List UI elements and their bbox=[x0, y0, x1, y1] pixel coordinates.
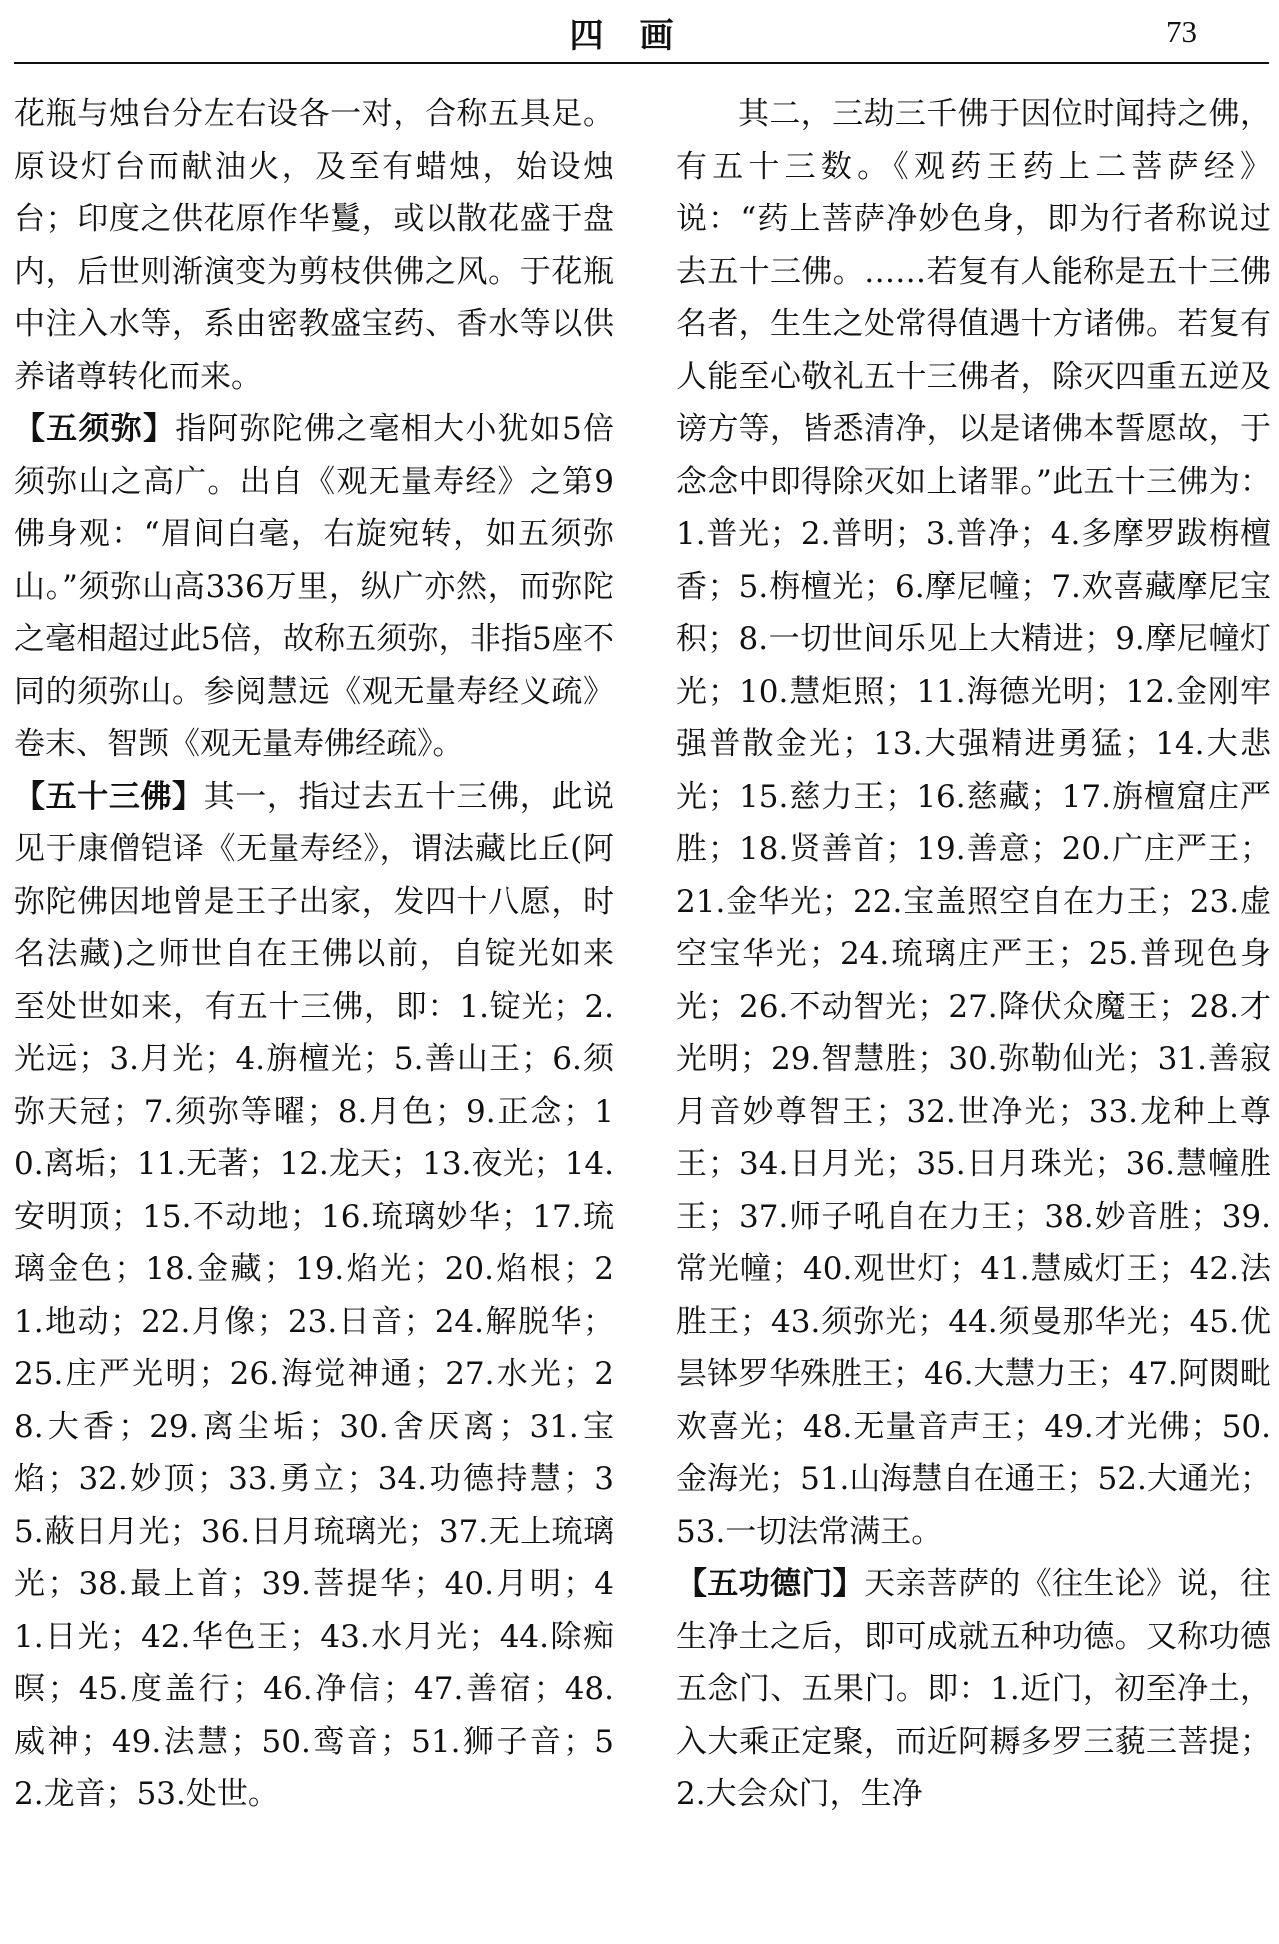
entry-text: 天亲菩萨的《往生论》说，往生净土之后，即可成就五种功德。又称功德五念门、五果门。即：1.近门，初至净土，入大乘正定聚，而近阿耨多罗三藐三菩提；2.大会众门，生净 bbox=[676, 1566, 1271, 1812]
left-column bbox=[14, 88, 614, 1821]
entry-text: 指阿弥陀佛之毫相大小犹如5倍须弥山之高广。出自《观无量寿经》之第9佛身观：“眉间白毫，右旋宛转，如五须弥山。”须弥山高336万里，纵广亦然，而弥陀之毫相超过此5倍，故称五须弥，非指5座不同的须弥山。参阅慧远《观无量寿经义疏》卷末、智𫖮《观无量寿佛经疏》。 bbox=[14, 411, 614, 762]
continued-paragraph: 花瓶与烛台分左右设各一对，合称五具足。原设灯台而献油火，及至有蜡烛，始设烛台；印度之供花原作华鬘，或以散花盛于盘内，后世则渐演变为剪枝供佛之风。于花瓶中注入水等，系由密教盛宝药、香水等以供养诸尊转化而来。 bbox=[14, 96, 614, 395]
entry-wu-gongde-men bbox=[676, 1558, 1271, 1821]
header-rule bbox=[14, 62, 1269, 64]
page-header bbox=[0, 0, 1279, 60]
entry-wushisan-fo bbox=[14, 771, 614, 1821]
entry-wu-xumi bbox=[14, 403, 614, 771]
continued-paragraph: 其二，三劫三千佛于因位时闻持之佛，有五十三数。《观药王药上二菩萨经》说：“药上菩萨净妙色身，即为行者称说过去五十三佛。……若复有人能称是五十三佛名者，生生之处常得值遇十方诸佛。若复有人能至心敬礼五十三佛者，除灭四重五逆及谤方等，皆悉清净，以是诸佛本誓愿故，于念念中即得除灭如上诸罪。”此五十三佛为：1.普光；2.普明；3.普净；4.多摩罗跋栴檀香；5.栴檀光；6.摩尼幢；7.欢喜藏摩尼宝积；8.一切世间乐见上大精进；9.摩尼幢灯光；10.慧炬照；11.海德光明；12.金刚牢强普散金光；13.大强精进勇猛；14.大悲光；15.慈力王；16.慈藏；17.旃檀窟庄严胜；18.贤善首；19.善意；20.广庄严王；21.金华光；22.宝盖照空自在力王；23.虚空宝华光；24.琉璃庄严王；25.普现色身光；26.不动智光；27.降伏众魔王；28.才光明；29.智慧胜；30.弥勒仙光；31.善寂月音妙尊智王；32.世净光；33.龙种上尊王；34.日月光；35.日月珠光；36.慧幢胜王；37.师子吼自在力王；38.妙音胜；39.常光幢；40.观世灯；41.慧威灯王；42.法胜王；43.须弥光；44.须曼那华光；45.优昙钵罗华殊胜王；46.大慧力王；47.阿閦毗欢喜光；48.无量音声王；49.才光佛；50.金海光；51.山海慧自在通王；52.大通光；53.一切法常满王。 bbox=[676, 96, 1271, 1550]
section-title: 四画 bbox=[569, 16, 710, 56]
entry-text: 其一，指过去五十三佛，此说见于康僧铠译《无量寿经》，谓法藏比丘(阿弥陀佛因地曾是王子出家，发四十八愿，时名法藏)之师世自在王佛以前，自锭光如来至处世如来，有五十三佛，即：1.锭光；2.光远；3.月光；4.旃檀光；5.善山王；6.须弥天冠；7.须弥等曜；8.月色；9.正念；10.离垢；11.无著；12.龙天；13.夜光；14.安明顶；15.不动地；16.琉璃妙华；17.琉璃金色；18.金藏；19.焰光；20.焰根；21.地动；22.月像；23.日音；24.解脱华；25.庄严光明；26.海觉神通；27.水光；28.大香；29.离尘垢；30.舍厌离；31.宝焰；32.妙顶；33.勇立；34.功德持慧；35.蔽日月光；36.日月琉璃光；37.无上琉璃光；38.最上首；39.菩提华；40.月明；41.日光；42.华色王；43.水月光；44.除痴暝；45.度盖行；46.净信；47.善宿；48.威神；49.法慧；50.鸾音；51.狮子音；52.龙音；53.处世。 bbox=[14, 778, 615, 1812]
page-number: 73 bbox=[1166, 14, 1197, 49]
entry-term: 【五十三佛】 bbox=[14, 778, 204, 815]
right-column bbox=[676, 88, 1271, 1821]
entry-term: 【五须弥】 bbox=[14, 411, 176, 447]
entry-term: 【五功德门】 bbox=[676, 1566, 864, 1602]
